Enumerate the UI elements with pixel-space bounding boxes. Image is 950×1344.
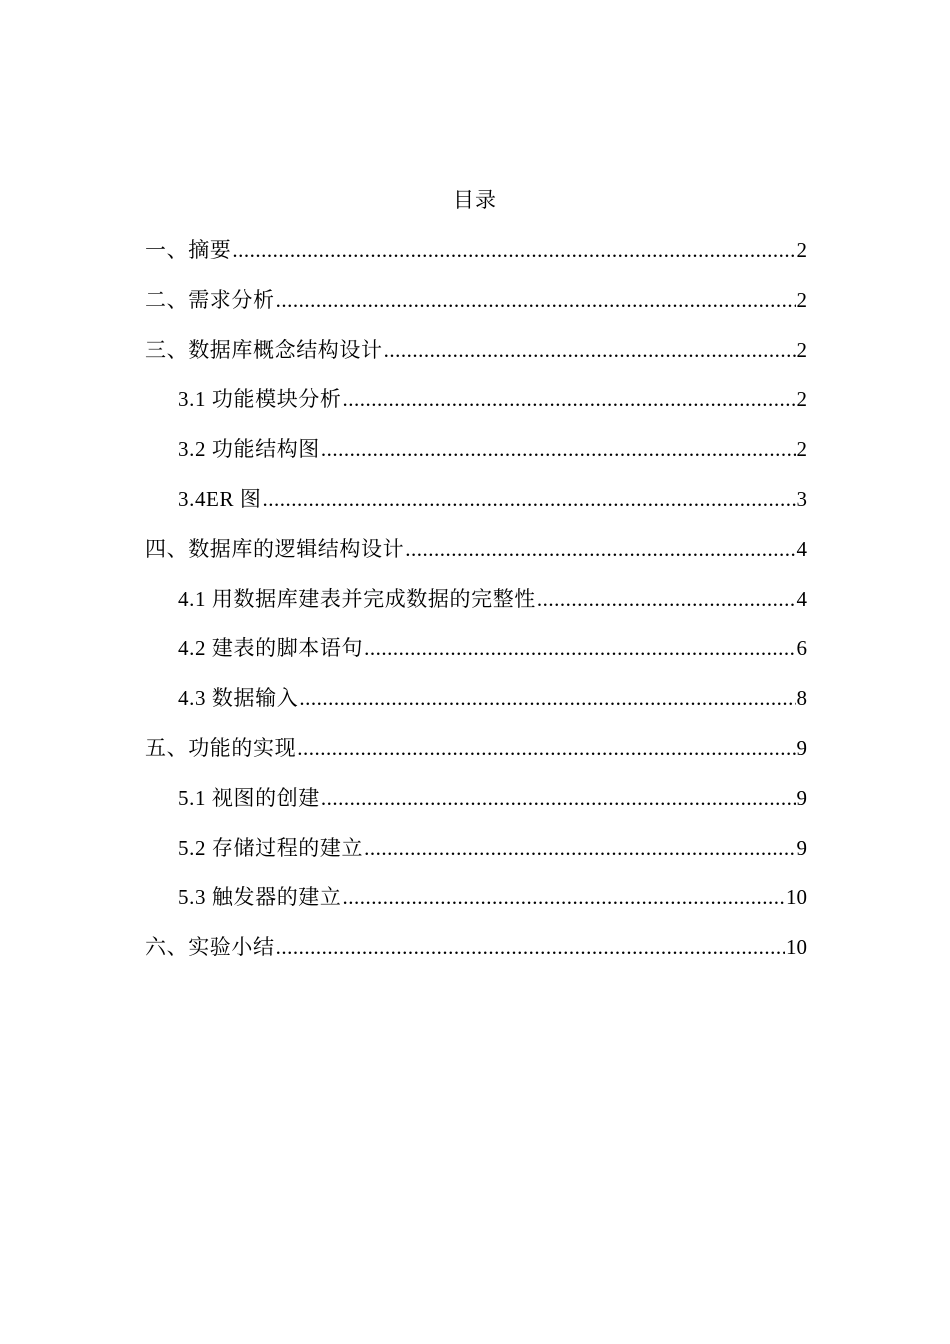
toc-entry[interactable] xyxy=(145,535,807,585)
toc-entry-label: 六、实验小结 xyxy=(145,935,275,960)
toc-dot-leader xyxy=(321,435,796,463)
toc-dot-leader xyxy=(364,834,795,862)
toc-dot-leader xyxy=(276,933,785,961)
toc-entry-label: 4.3 数据输入 xyxy=(178,686,299,711)
toc-entry-page: 4 xyxy=(796,536,807,561)
toc-subentry[interactable] xyxy=(145,784,807,834)
toc-subentry[interactable] xyxy=(145,883,807,933)
toc-dot-leader xyxy=(343,385,796,413)
toc-entry[interactable] xyxy=(145,236,807,286)
toc-entry-label: 二、需求分析 xyxy=(145,287,275,312)
toc-dot-leader xyxy=(232,236,795,264)
toc-subentry[interactable] xyxy=(145,585,807,635)
toc-dot-leader xyxy=(321,784,796,812)
toc-entry-page: 2 xyxy=(796,238,807,262)
toc-dot-leader xyxy=(343,883,786,911)
toc-entry-page: 6 xyxy=(796,636,807,661)
toc-entry-page: 2 xyxy=(796,387,807,412)
toc-entry[interactable] xyxy=(145,286,807,336)
toc-entry-label: 5.1 视图的创建 xyxy=(178,785,320,810)
toc-entry-label: 五、功能的实现 xyxy=(145,735,297,760)
toc-subentry[interactable] xyxy=(145,834,807,884)
toc-entry-page: 9 xyxy=(796,835,807,860)
toc-dot-leader xyxy=(364,634,795,662)
toc-subentry[interactable] xyxy=(145,435,807,485)
toc-entry-page: 4 xyxy=(796,586,807,611)
toc-entry-page: 2 xyxy=(796,437,807,462)
toc-list xyxy=(145,236,807,983)
toc-entry[interactable] xyxy=(145,734,807,784)
toc-dot-leader xyxy=(263,485,796,513)
toc-dot-leader xyxy=(299,684,795,712)
toc-title: 目录 xyxy=(453,188,497,212)
toc-entry-page: 8 xyxy=(796,686,807,711)
toc-entry-page: 10 xyxy=(786,885,807,910)
toc-entry-page: 9 xyxy=(796,735,807,760)
toc-entry-label: 3.1 功能模块分析 xyxy=(178,387,342,412)
toc-subentry[interactable] xyxy=(145,485,807,535)
toc-entry-page: 3 xyxy=(796,486,807,511)
toc-entry-page: 10 xyxy=(786,935,807,960)
toc-dot-leader xyxy=(537,585,796,613)
toc-entry-label: 3.4ER 图 xyxy=(178,486,262,511)
toc-entry-label: 4.2 建表的脚本语句 xyxy=(178,636,364,661)
toc-dot-leader xyxy=(276,286,796,314)
toc-entry-label: 3.2 功能结构图 xyxy=(178,437,320,462)
toc-entry[interactable] xyxy=(145,933,807,983)
toc-subentry[interactable] xyxy=(145,634,807,684)
toc-dot-leader xyxy=(297,734,795,762)
toc-entry-label: 三、数据库概念结构设计 xyxy=(145,337,383,362)
toc-entry-label: 5.2 存储过程的建立 xyxy=(178,835,364,860)
toc-dot-leader xyxy=(384,336,796,364)
toc-entry-label: 4.1 用数据库建表并完成数据的完整性 xyxy=(178,586,536,611)
toc-entry-page: 9 xyxy=(796,785,807,810)
toc-entry[interactable] xyxy=(145,336,807,386)
toc-entry-label: 5.3 触发器的建立 xyxy=(178,885,342,910)
toc-entry-page: 2 xyxy=(796,287,807,312)
toc-subentry[interactable] xyxy=(145,385,807,435)
toc-entry-label: 一、摘要 xyxy=(145,238,232,262)
toc-dot-leader xyxy=(405,535,795,563)
toc-entry-label: 四、数据库的逻辑结构设计 xyxy=(145,536,405,561)
toc-entry-page: 2 xyxy=(796,337,807,362)
toc-subentry[interactable] xyxy=(145,684,807,734)
